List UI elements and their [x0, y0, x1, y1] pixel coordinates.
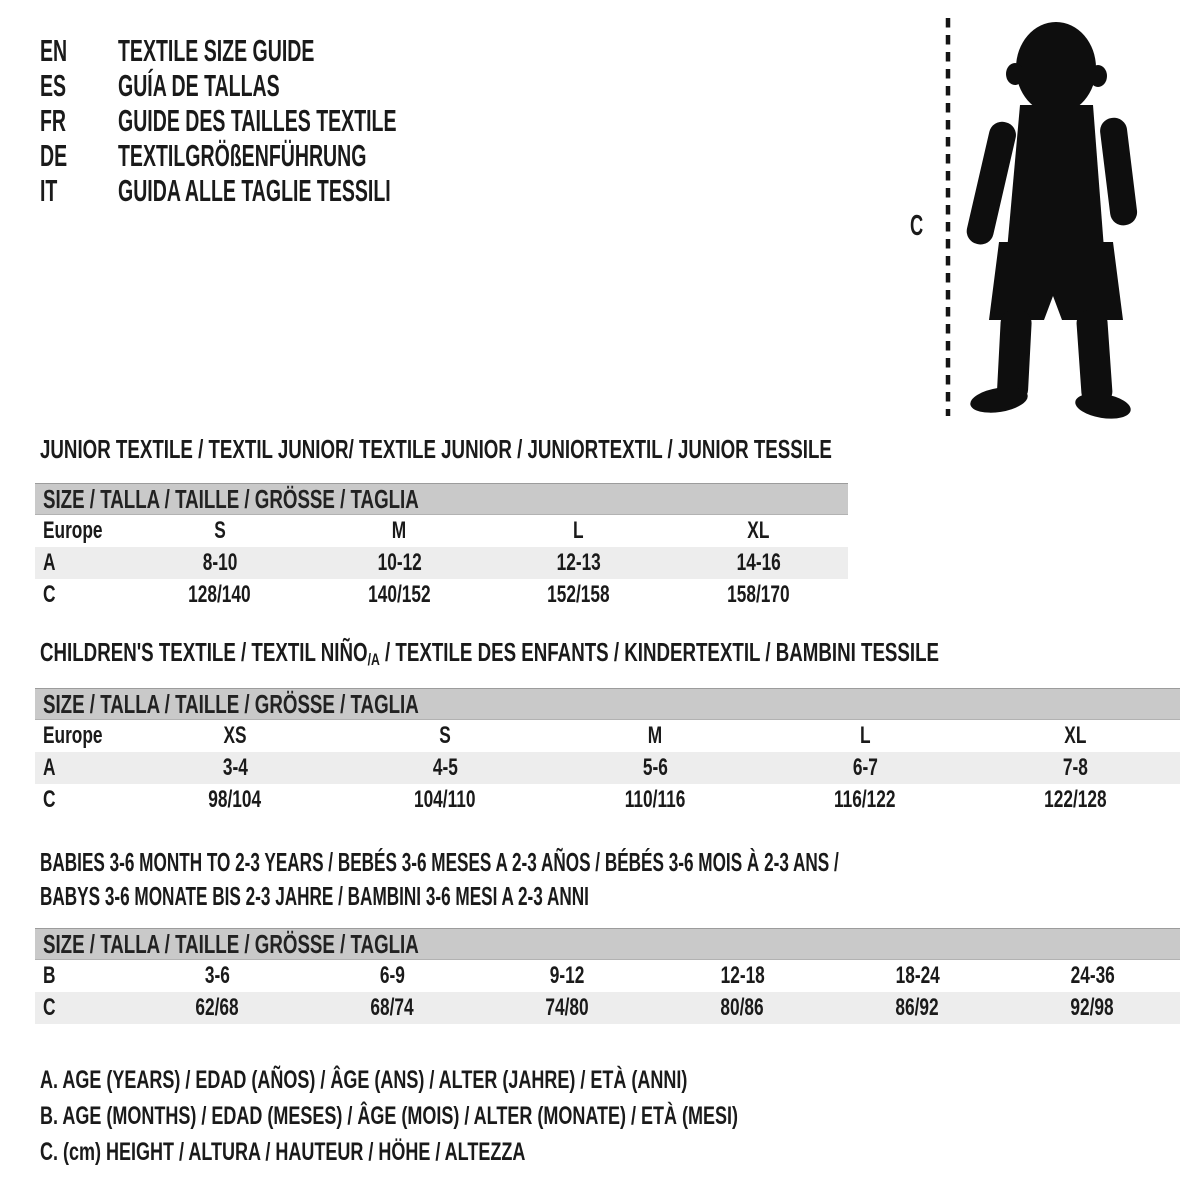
children-heading-text: [40, 637, 939, 670]
cell-value: S: [439, 722, 451, 749]
children-section-heading: [40, 637, 1200, 670]
language-list: [40, 33, 560, 208]
cell-value: 80/86: [720, 994, 765, 1021]
cell-value: 128/140: [188, 581, 251, 608]
language-title: GUIDA ALLE TAGLIE TESSILI: [118, 172, 391, 208]
cell-value: 4-5: [432, 754, 458, 781]
table-row-height: [35, 992, 1180, 1024]
cell-value: 6-9: [380, 962, 405, 989]
cell-value: L: [573, 517, 585, 544]
cell-value: 86/92: [895, 994, 940, 1021]
legend-line-c: C. (cm) HEIGHT / ALTURA / HAUTEUR / HÖHE / ALTEZZA: [40, 1137, 526, 1166]
cell-value: 68/74: [370, 994, 415, 1021]
cell-value: 122/128: [1043, 786, 1107, 813]
cell-value: XL: [747, 517, 770, 544]
table-row-height: [35, 579, 848, 611]
language-row-en: [40, 33, 560, 68]
cell-value: 18-24: [895, 962, 940, 989]
table-row-europe: [35, 720, 1180, 752]
cell-value: 14-16: [736, 549, 781, 576]
junior-size-table: [35, 483, 848, 611]
table-row-age: [35, 752, 1180, 784]
children-heading-pre: CHILDREN'S TEXTILE / TEXTIL NIÑO: [40, 637, 368, 667]
cell-value: 74/80: [545, 994, 590, 1021]
row-label: C: [43, 786, 56, 813]
cell-value: 3-4: [222, 754, 248, 781]
children-size-table: [35, 688, 1180, 816]
cell-value: 12-13: [556, 549, 601, 576]
language-code: IT: [40, 172, 58, 208]
language-row-de: [40, 138, 560, 173]
language-code: ES: [40, 67, 67, 103]
cell-value: XS: [223, 722, 247, 749]
cell-value: 62/68: [195, 994, 240, 1021]
cell-value: 12-18: [720, 962, 765, 989]
row-label: Europe: [43, 722, 103, 749]
cell-value: 8-10: [202, 549, 238, 576]
cell-value: M: [392, 517, 407, 544]
babies-table-header-band: [35, 928, 1180, 960]
cell-value: 3-6: [205, 962, 230, 989]
language-title: GUÍA DE TALLAS: [118, 67, 280, 103]
language-title: TEXTILGRÖßENFÜHRUNG: [118, 137, 367, 173]
cell-value: L: [859, 722, 871, 749]
cell-value: 6-7: [852, 754, 878, 781]
cell-value: 104/110: [414, 786, 476, 813]
table-row-height: [35, 784, 1180, 816]
row-label: Europe: [43, 517, 103, 544]
cell-value: 10-12: [377, 549, 422, 576]
cell-value: 5-6: [642, 754, 668, 781]
child-height-figure: [900, 6, 1160, 424]
babies-section-heading: [40, 845, 1200, 913]
row-label: A: [43, 754, 56, 781]
cell-value: 7-8: [1062, 754, 1088, 781]
measurement-legend: [40, 1062, 1009, 1170]
language-code: EN: [40, 32, 68, 68]
junior-heading-text: JUNIOR TEXTILE / TEXTIL JUNIOR/ TEXTILE JUNIOR / JUNIORTEXTIL / JUNIOR TESSILE: [40, 434, 832, 464]
row-label: C: [43, 581, 56, 608]
toddler-silhouette-icon: [964, 22, 1138, 422]
cell-value: 140/152: [368, 581, 431, 608]
children-table-header-band: [35, 688, 1180, 720]
cell-value: 158/170: [727, 581, 790, 608]
language-title: GUIDE DES TAILLES TEXTILE: [118, 102, 397, 138]
babies-heading-line2: BABYS 3-6 MONATE BIS 2-3 JAHRE / BAMBINI 3-6 MESI A 2-3 ANNI: [40, 880, 589, 911]
size-header-label: SIZE / TALLA / TAILLE / GRÖSSE / TAGLIA: [43, 688, 419, 719]
cell-value: 92/98: [1070, 994, 1115, 1021]
table-row-europe: [35, 515, 848, 547]
language-row-it: [40, 173, 560, 208]
legend-line-b: B. AGE (MONTHS) / EDAD (MESES) / ÂGE (MOIS) / ALTER (MONATE) / ETÀ (MESI): [40, 1101, 738, 1130]
babies-size-table: [35, 928, 1180, 1024]
language-row-es: [40, 68, 560, 103]
language-row-fr: [40, 103, 560, 138]
cell-value: M: [647, 722, 663, 749]
cell-value: 152/158: [547, 581, 610, 608]
cell-value: 24-36: [1070, 962, 1115, 989]
cell-value: 110/116: [624, 786, 686, 813]
children-heading-post: / TEXTILE DES ENFANTS / KINDERTEXTIL / BAMBINI TESSILE: [379, 637, 940, 667]
height-c-label: C: [910, 210, 924, 242]
cell-value: 9-12: [550, 962, 585, 989]
cell-value: S: [213, 517, 226, 544]
cell-value: 98/104: [208, 786, 262, 813]
row-label: A: [43, 549, 56, 576]
cell-value: XL: [1063, 722, 1087, 749]
row-label: C: [43, 994, 56, 1021]
table-row-months: [35, 960, 1180, 992]
legend-line-a: A. AGE (YEARS) / EDAD (AÑOS) / ÂGE (ANS) / ALTER (JAHRE) / ETÀ (ANNI): [40, 1065, 688, 1094]
language-title: TEXTILE SIZE GUIDE: [118, 32, 315, 68]
junior-section-heading: [40, 434, 1140, 465]
junior-table-header-band: [35, 483, 848, 515]
size-header-label: SIZE / TALLA / TAILLE / GRÖSSE / TAGLIA: [43, 928, 419, 959]
language-code: FR: [40, 102, 67, 138]
table-row-age: [35, 547, 848, 579]
babies-heading-line1: BABIES 3-6 MONTH TO 2-3 YEARS / BEBÉS 3-6 MESES A 2-3 AÑOS / BÉBÉS 3-6 MOIS À 2-3 ANS /: [40, 846, 839, 877]
row-label: B: [43, 962, 56, 989]
cell-value: 116/122: [834, 786, 896, 813]
language-code: DE: [40, 137, 68, 173]
size-header-label: SIZE / TALLA / TAILLE / GRÖSSE / TAGLIA: [43, 483, 419, 514]
children-heading-sub: /A: [367, 650, 380, 669]
